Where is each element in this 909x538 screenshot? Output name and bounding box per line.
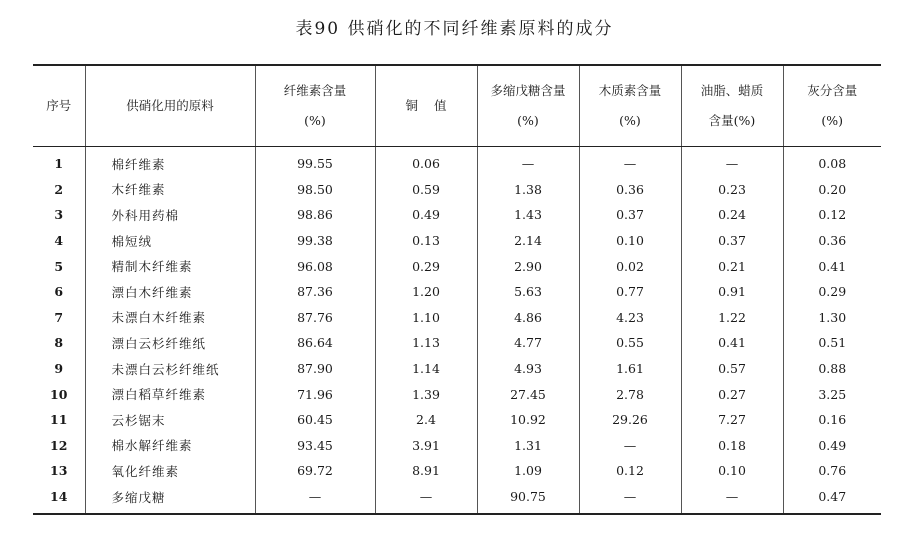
cell-material: 棉水解纤维素 <box>85 433 255 459</box>
cell-cellulose: 87.36 <box>255 279 375 305</box>
cell-fat-wax: 0.27 <box>681 381 783 407</box>
cell-pentosan: 1.38 <box>477 177 579 203</box>
table-row <box>33 202 881 228</box>
cell-material: 棉短绒 <box>85 228 255 254</box>
cell-pentosan: 5.63 <box>477 279 579 305</box>
cell-ash: 0.29 <box>783 279 881 305</box>
cell-lignin: 0.12 <box>579 458 681 484</box>
cell-lignin: 4.23 <box>579 305 681 331</box>
cell-ash: 0.20 <box>783 177 881 203</box>
cell-material: 多缩戊糖 <box>85 484 255 515</box>
header-ash-line1: 灰分含量 <box>807 83 858 98</box>
cell-lignin: 0.02 <box>579 253 681 279</box>
cell-lignin: — <box>579 433 681 459</box>
header-pentosan-line2: (%) <box>517 113 539 128</box>
table-row <box>33 330 881 356</box>
cell-cellulose: 87.90 <box>255 356 375 382</box>
cell-ash: 0.49 <box>783 433 881 459</box>
cell-lignin: 2.78 <box>579 381 681 407</box>
cell-ash: 0.88 <box>783 356 881 382</box>
header-lignin-line2: (%) <box>619 113 641 128</box>
cell-material: 漂白云杉纤维纸 <box>85 330 255 356</box>
header-fat-wax-line1: 油脂、蜡质 <box>700 83 764 98</box>
cell-pentosan: 1.31 <box>477 433 579 459</box>
cell-material: 氧化纤维素 <box>85 458 255 484</box>
header-cellulose <box>255 65 375 147</box>
cell-cellulose: 87.76 <box>255 305 375 331</box>
cell-lignin: — <box>579 484 681 515</box>
cell-seq: 8 <box>54 335 64 351</box>
cell-pentosan: 90.75 <box>477 484 579 515</box>
cell-cellulose: — <box>255 484 375 515</box>
cell-cellulose: 99.38 <box>255 228 375 254</box>
cell-seq: 10 <box>50 386 68 402</box>
cell-copper: 1.20 <box>375 279 477 305</box>
cell-lignin: 1.61 <box>579 356 681 382</box>
cell-lignin: 0.36 <box>579 177 681 203</box>
header-copper: 铜 值 <box>375 65 477 147</box>
header-fat-wax-line2: 含量(%) <box>708 113 756 128</box>
cell-seq: 13 <box>50 463 68 479</box>
cell-seq: 2 <box>54 181 64 197</box>
header-ash-line2: (%) <box>821 113 844 128</box>
header-pentosan-line1: 多缩戊糖含量 <box>490 83 566 98</box>
cell-pentosan: 2.14 <box>477 228 579 254</box>
cell-fat-wax: — <box>681 484 783 515</box>
cell-pentosan: 2.90 <box>477 253 579 279</box>
cell-seq: 4 <box>54 233 64 249</box>
header-ash <box>783 65 881 147</box>
cell-ash: 0.41 <box>783 253 881 279</box>
cell-ash: 0.08 <box>783 147 881 177</box>
cell-seq: 9 <box>54 361 64 377</box>
cell-copper: 1.39 <box>375 381 477 407</box>
cell-cellulose: 98.86 <box>255 202 375 228</box>
cell-seq: 12 <box>50 437 68 453</box>
cell-ash: 0.51 <box>783 330 881 356</box>
header-material: 供硝化用的原料 <box>85 65 255 147</box>
cell-material: 精制木纤维素 <box>85 253 255 279</box>
cell-ash: 1.30 <box>783 305 881 331</box>
cell-copper: 1.10 <box>375 305 477 331</box>
table-row <box>33 458 881 484</box>
table-row <box>33 177 881 203</box>
cell-copper: 0.06 <box>375 147 477 177</box>
cell-pentosan: 1.43 <box>477 202 579 228</box>
cell-ash: 0.12 <box>783 202 881 228</box>
cell-cellulose: 96.08 <box>255 253 375 279</box>
cell-material: 未漂白云杉纤维纸 <box>85 356 255 382</box>
header-lignin-line1: 木质素含量 <box>598 83 662 98</box>
cell-copper: 0.13 <box>375 228 477 254</box>
cell-cellulose: 98.50 <box>255 177 375 203</box>
header-pentosan <box>477 65 579 147</box>
cell-copper: 1.14 <box>375 356 477 382</box>
cell-copper: 1.13 <box>375 330 477 356</box>
cell-lignin: — <box>579 147 681 177</box>
cell-copper: 2.4 <box>375 407 477 433</box>
cell-pentosan: 27.45 <box>477 381 579 407</box>
table-row <box>33 381 881 407</box>
cell-fat-wax: 0.10 <box>681 458 783 484</box>
cell-cellulose: 71.96 <box>255 381 375 407</box>
cell-pentosan: 1.09 <box>477 458 579 484</box>
cell-lignin: 0.55 <box>579 330 681 356</box>
composition-table <box>33 64 881 515</box>
cell-material: 漂白木纤维素 <box>85 279 255 305</box>
cell-pentosan: 4.77 <box>477 330 579 356</box>
table-row <box>33 228 881 254</box>
cell-fat-wax: 0.57 <box>681 356 783 382</box>
cell-pentosan: 4.86 <box>477 305 579 331</box>
cell-copper: 3.91 <box>375 433 477 459</box>
cell-fat-wax: 0.23 <box>681 177 783 203</box>
cell-material: 棉纤维素 <box>85 147 255 177</box>
cell-copper: 0.29 <box>375 253 477 279</box>
cell-lignin: 0.77 <box>579 279 681 305</box>
cell-fat-wax: 1.22 <box>681 305 783 331</box>
cell-material: 漂白稻草纤维素 <box>85 381 255 407</box>
cell-seq: 3 <box>54 207 64 223</box>
cell-fat-wax: — <box>681 147 783 177</box>
cell-lignin: 0.37 <box>579 202 681 228</box>
cell-ash: 3.25 <box>783 381 881 407</box>
cell-cellulose: 60.45 <box>255 407 375 433</box>
header-cellulose-line1: 纤维素含量 <box>283 83 347 98</box>
cell-seq: 6 <box>54 284 64 300</box>
cell-ash: 0.76 <box>783 458 881 484</box>
cell-copper: 0.49 <box>375 202 477 228</box>
cell-fat-wax: 0.91 <box>681 279 783 305</box>
cell-seq: 1 <box>54 156 64 172</box>
cell-ash: 0.36 <box>783 228 881 254</box>
cell-ash: 0.47 <box>783 484 881 515</box>
cell-fat-wax: 7.27 <box>681 407 783 433</box>
table-row <box>33 147 881 177</box>
table-row <box>33 407 881 433</box>
cell-fat-wax: 0.21 <box>681 253 783 279</box>
cell-lignin: 29.26 <box>579 407 681 433</box>
cell-seq: 11 <box>50 412 68 428</box>
header-seq: 序号 <box>33 65 85 147</box>
cell-material: 未漂白木纤维素 <box>85 305 255 331</box>
cell-material: 云杉锯末 <box>85 407 255 433</box>
cell-material: 木纤维素 <box>85 177 255 203</box>
cell-ash: 0.16 <box>783 407 881 433</box>
cell-pentosan: 4.93 <box>477 356 579 382</box>
table-title: 表90 供硝化的不同纤维素原料的成分 <box>295 19 614 39</box>
cell-copper: — <box>375 484 477 515</box>
cell-fat-wax: 0.18 <box>681 433 783 459</box>
table-row <box>33 356 881 382</box>
table-row <box>33 484 881 515</box>
table-row <box>33 433 881 459</box>
header-lignin <box>579 65 681 147</box>
cell-fat-wax: 0.24 <box>681 202 783 228</box>
table-row <box>33 253 881 279</box>
cell-fat-wax: 0.37 <box>681 228 783 254</box>
table-header-row <box>33 65 881 147</box>
cell-seq: 5 <box>54 258 64 274</box>
table-row <box>33 279 881 305</box>
cell-material: 外科用药棉 <box>85 202 255 228</box>
cell-pentosan: 10.92 <box>477 407 579 433</box>
cell-cellulose: 69.72 <box>255 458 375 484</box>
cell-fat-wax: 0.41 <box>681 330 783 356</box>
cell-cellulose: 86.64 <box>255 330 375 356</box>
cell-copper: 0.59 <box>375 177 477 203</box>
table-body <box>33 147 881 515</box>
cell-pentosan: — <box>477 147 579 177</box>
header-cellulose-line2: (%) <box>304 113 326 128</box>
cell-copper: 8.91 <box>375 458 477 484</box>
cell-cellulose: 99.55 <box>255 147 375 177</box>
cell-cellulose: 93.45 <box>255 433 375 459</box>
table-row <box>33 305 881 331</box>
header-fat-wax <box>681 65 783 147</box>
cell-seq: 7 <box>54 309 64 325</box>
cell-lignin: 0.10 <box>579 228 681 254</box>
cell-seq: 14 <box>33 484 85 515</box>
